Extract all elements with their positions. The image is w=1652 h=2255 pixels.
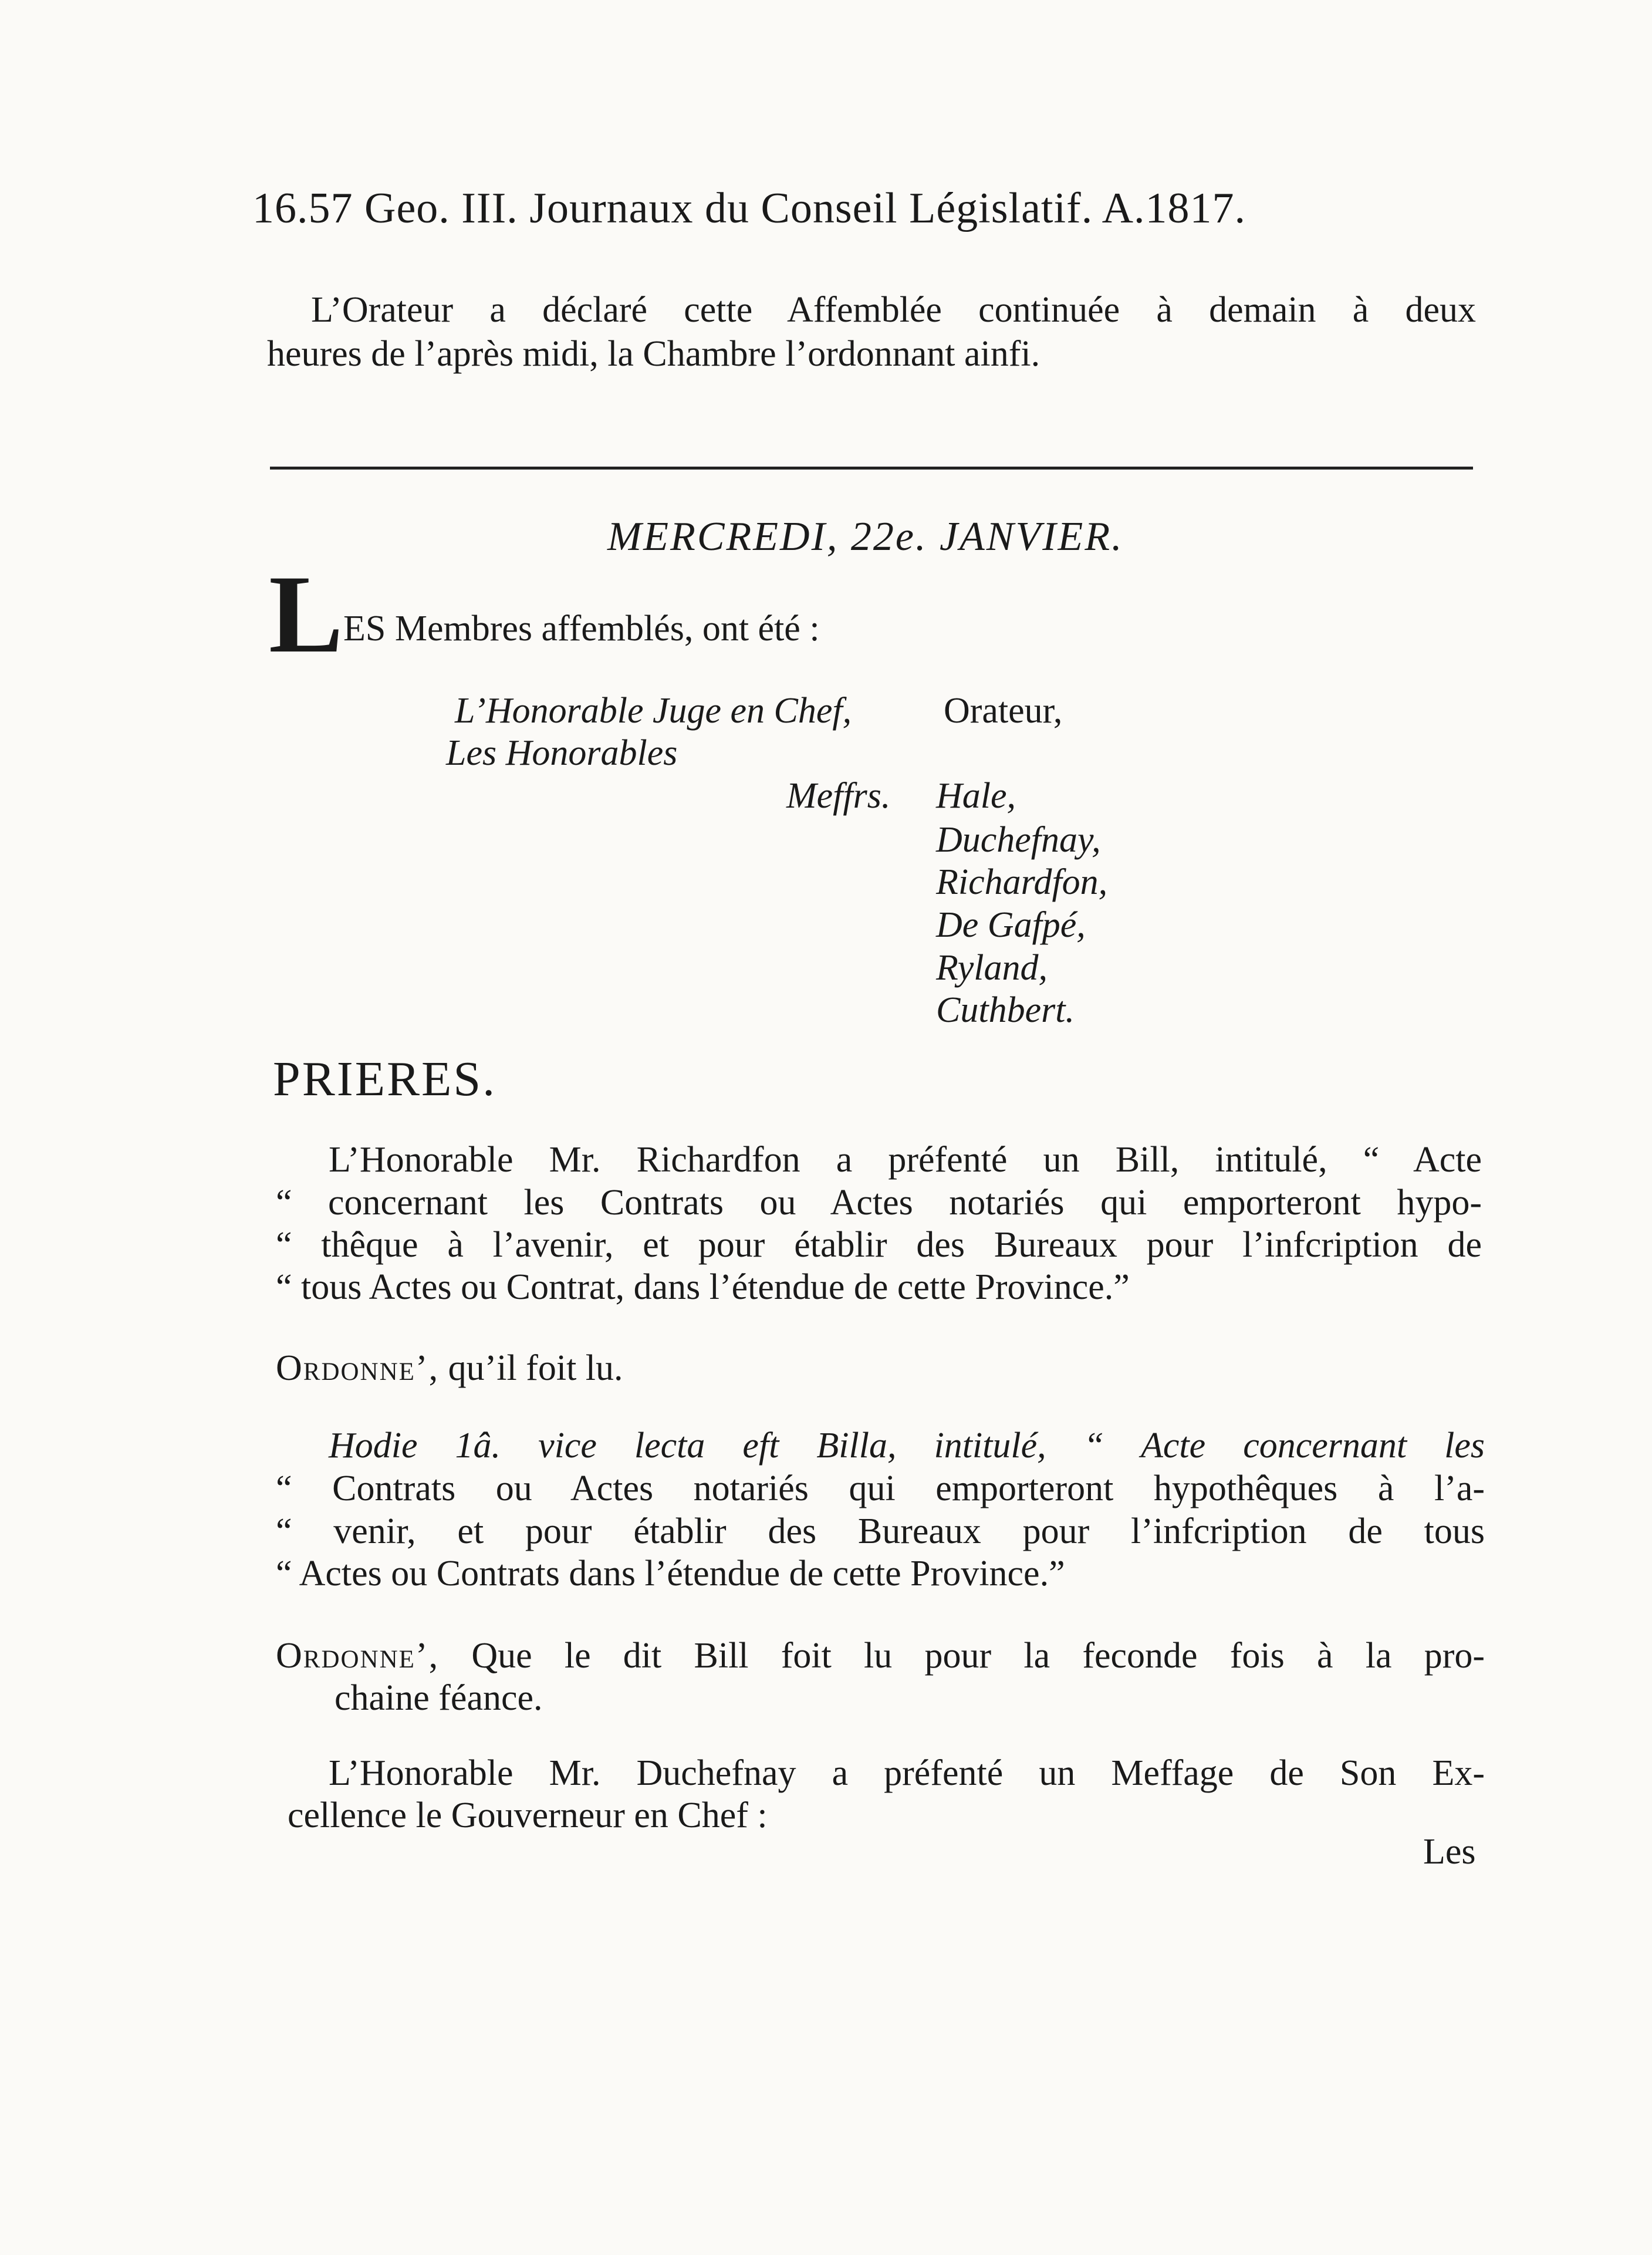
day-heading: MERCREDI, 22e. JANVIER. (607, 514, 1124, 559)
member-name: De Gafpé, (936, 905, 1086, 945)
para1-line: L’Honorable Mr. Richardfon a préfenté un Bill, intitulé, “ Acte (329, 1140, 1482, 1180)
orateur-label: Orateur, (944, 691, 1063, 731)
ordonne-rest: Que le dit Bill foit lu pour la feconde fois à la pro- (471, 1636, 1485, 1676)
ordonne2-line-1 (276, 1638, 1485, 1674)
ordonne-word: Ordonne’, (276, 1348, 440, 1388)
para2-line: “ venir, et pour établir des Bureaux pour l’infcription de tous (276, 1511, 1485, 1551)
opening-line-1: L’Orateur a déclaré cette Affemblée continuée à demain à deux (311, 290, 1476, 330)
para2-line: “ Actes ou Contrats dans l’étendue de cette Province.” (276, 1554, 1065, 1594)
member-name: Hale, (936, 776, 1016, 816)
member-name: Duchefnay, (936, 820, 1101, 860)
messrs-label: Meffrs. (786, 776, 891, 816)
orateur-title: L’Honorable Juge en Chef, (455, 691, 852, 731)
para1-line: “ thêque à l’avenir, et pour établir des Bureaux pour l’infcription de (276, 1225, 1482, 1265)
member-name: Cuthbert. (936, 990, 1075, 1030)
running-header: 16.57 Geo. III. Journaux du Conseil Législatif. A.1817. (252, 184, 1246, 232)
catchword: Les (1423, 1832, 1476, 1872)
para3-line-1: L’Honorable Mr. Duchefnay a préfenté un Meffage de Son Ex- (329, 1753, 1485, 1793)
para2-latin: Hodie 1â. vice lecta eft Billa, intitulé, “ Acte concernant les (329, 1426, 1485, 1466)
para2-line: “ Contrats ou Actes notariés qui emporteront hypothêques à l’a- (276, 1469, 1485, 1508)
para1-line: “ concernant les Contrats ou Actes notariés qui emporteront hypo- (276, 1183, 1482, 1223)
members-intro: ES Membres affemblés, ont été : (343, 609, 820, 649)
drop-cap: L (269, 553, 343, 676)
para2-line (329, 1427, 1485, 1464)
ordonne-rest: qu’il foit lu. (448, 1348, 623, 1388)
prieres-heading: PRIERES. (273, 1052, 497, 1106)
para3-line-2: cellence le Gouverneur en Chef : (288, 1795, 768, 1835)
ordonne2-line-2: chaine féance. (335, 1678, 543, 1718)
ordonne-word: Ordonne’, (276, 1636, 440, 1676)
ordonne1 (276, 1350, 623, 1386)
opening-line-2: heures de l’après midi, la Chambre l’ordonnant ainfi. (267, 334, 1040, 374)
member-name: Richardfon, (936, 862, 1108, 902)
les-honorables: Les Honorables (446, 733, 678, 773)
member-name: Ryland, (936, 948, 1048, 988)
section-rule (270, 467, 1473, 470)
para1-line: “ tous Actes ou Contrat, dans l’étendue de cette Province.” (276, 1267, 1130, 1307)
